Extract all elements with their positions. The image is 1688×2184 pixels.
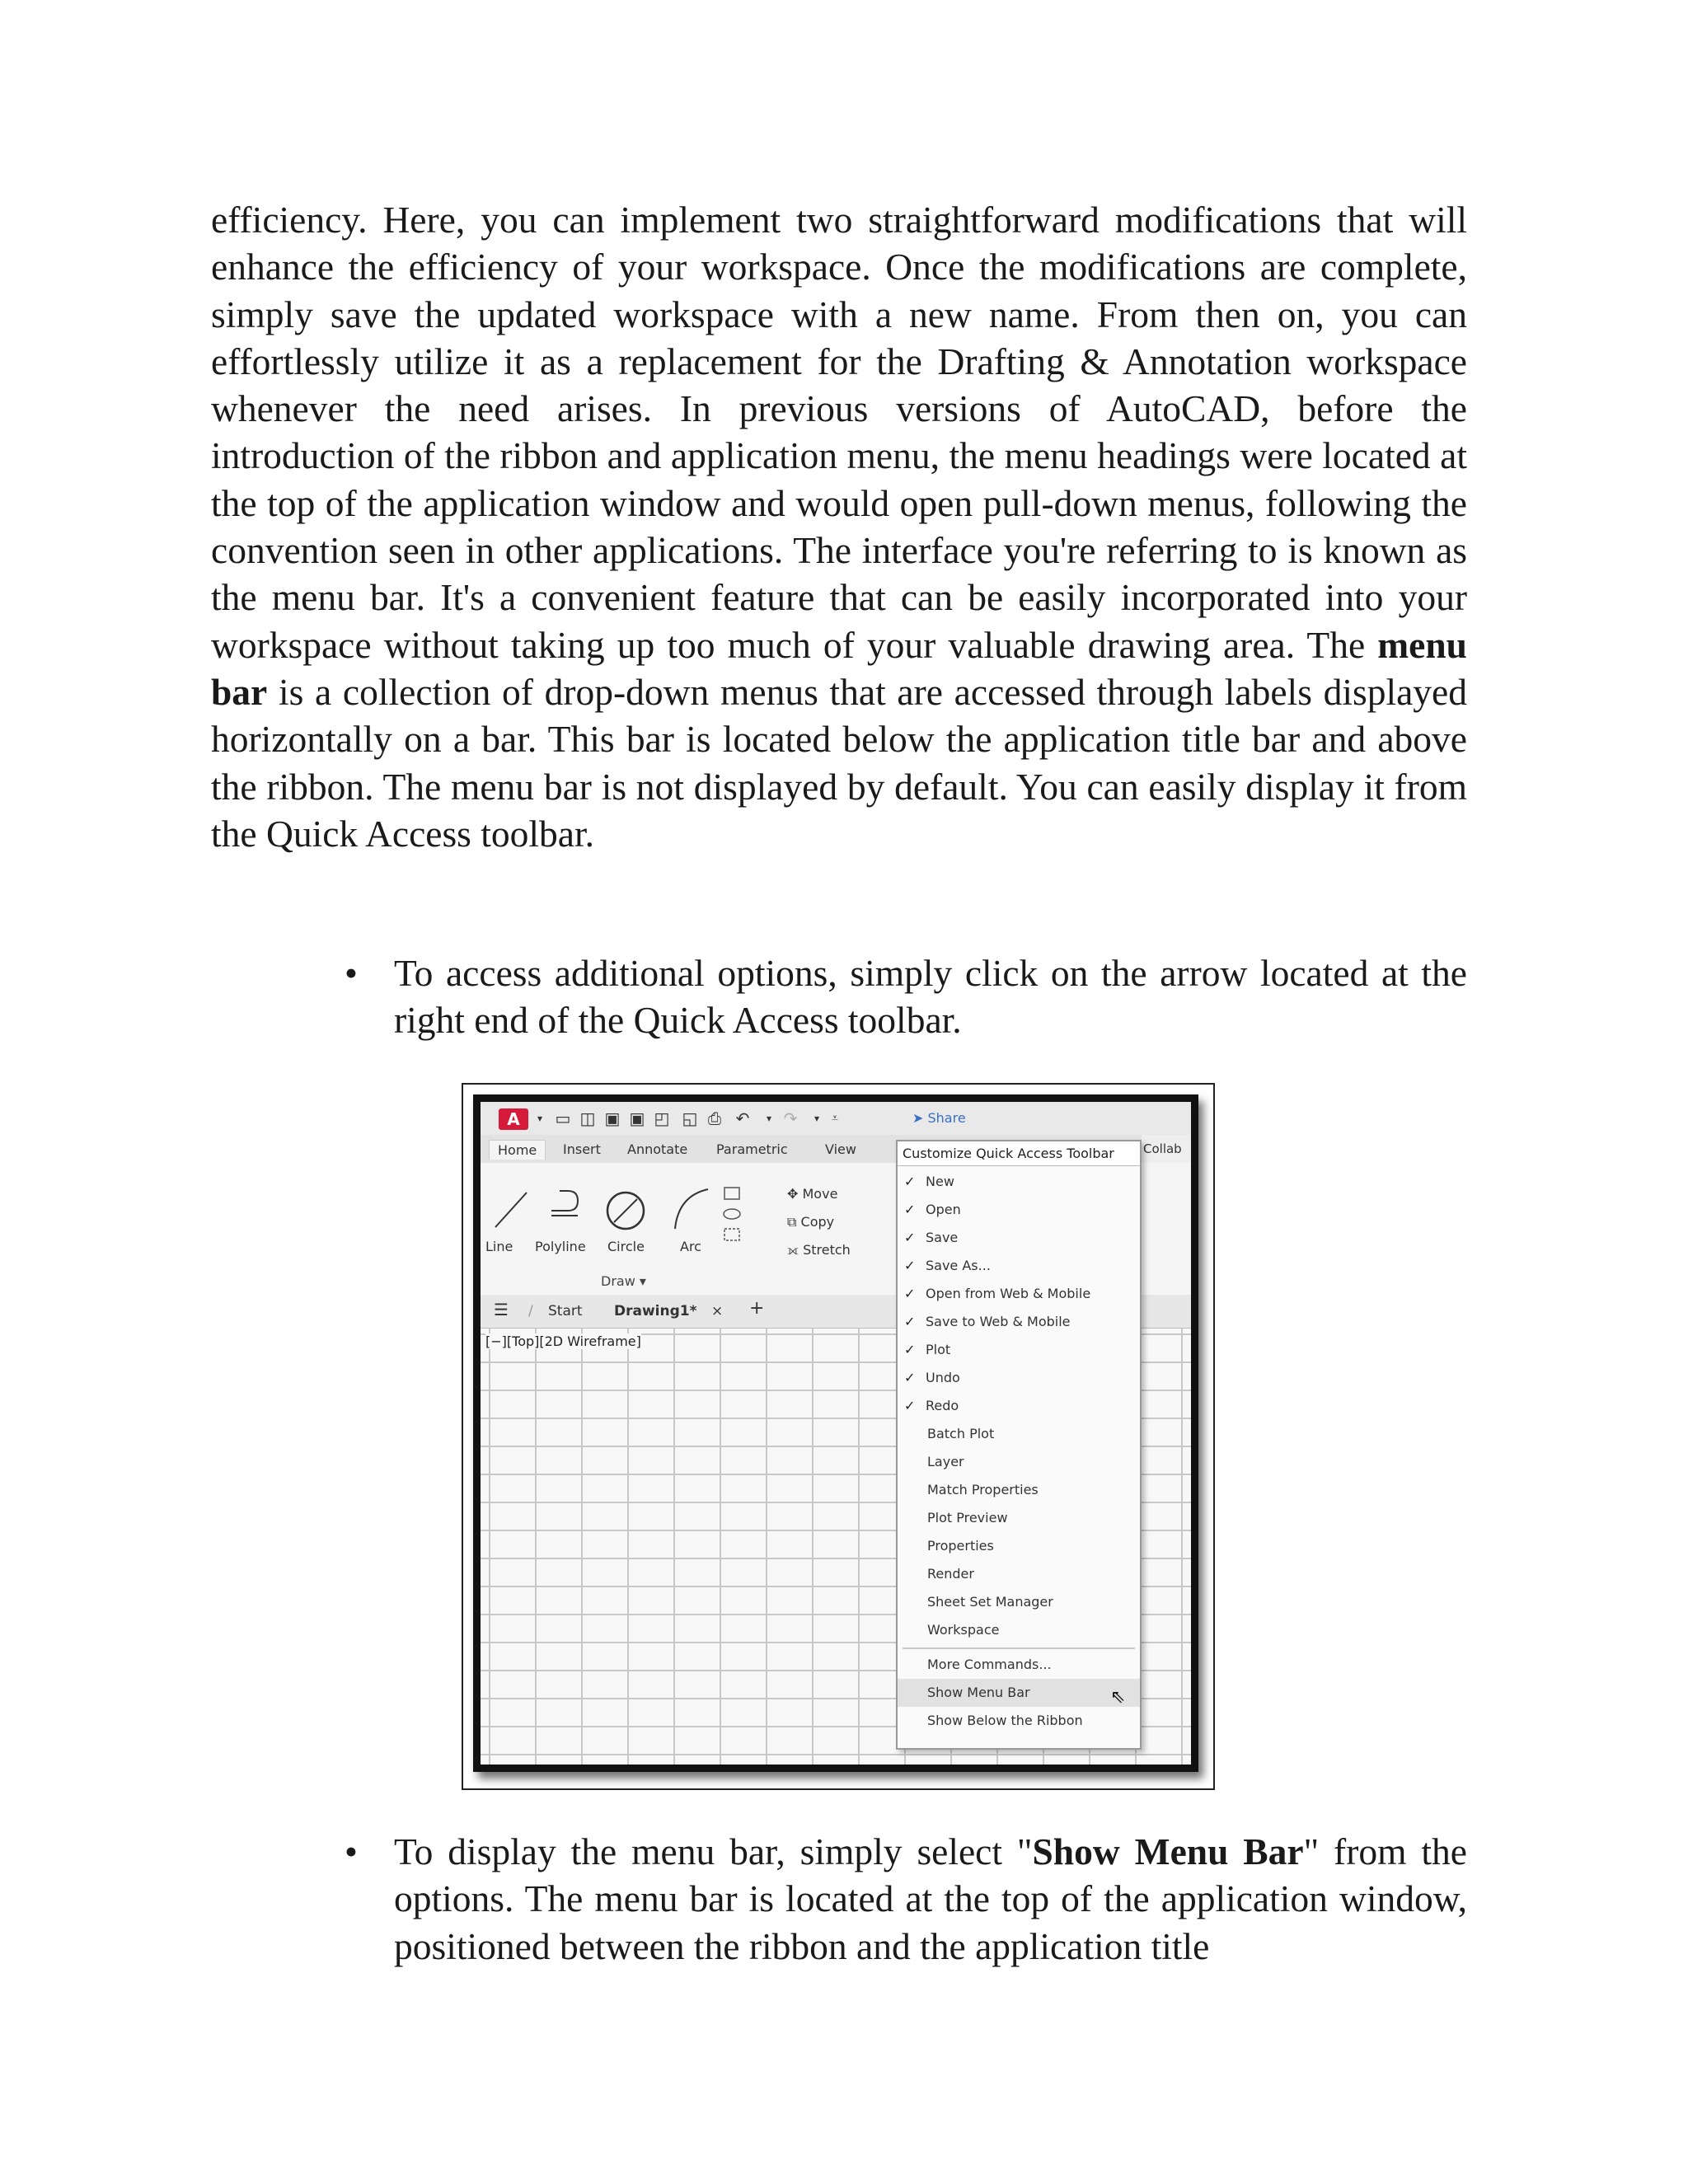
menu-item-plot-preview[interactable]	[898, 1504, 1140, 1532]
tab-annotate[interactable]: Annotate	[627, 1141, 688, 1157]
check-icon: ✓	[904, 1230, 916, 1245]
move-icon: ✥	[787, 1186, 799, 1202]
menu-item-sheet-set-manager[interactable]	[898, 1588, 1140, 1616]
save-icon[interactable]: ▣	[604, 1108, 621, 1128]
menu-item-new[interactable]	[898, 1168, 1140, 1196]
menu-item-show-menu-bar[interactable]	[898, 1679, 1140, 1707]
menu-item-open-from-web[interactable]	[898, 1280, 1140, 1308]
menu-item-label: Save to Web & Mobile	[926, 1314, 1071, 1329]
menu-item-redo[interactable]	[898, 1392, 1140, 1420]
draw-panel-label[interactable]: Draw ▾	[601, 1273, 646, 1289]
tab-start[interactable]: Start	[548, 1303, 583, 1319]
menu-item-show-below-ribbon[interactable]	[898, 1707, 1140, 1735]
check-icon: ✓	[904, 1398, 916, 1413]
customize-toolbar-arrow-icon[interactable]: ⩡	[832, 1112, 838, 1125]
hatch-tool-icon	[724, 1229, 739, 1240]
line-tool-label[interactable]: Line	[485, 1239, 513, 1254]
autocad-window	[473, 1094, 1198, 1772]
paragraph-text-1: efficiency. Here, you can implement two straightforward modifications that will enhance the efficiency of your workspace. Once the modifications are complete, simply save the updated workspace with a new name. From then on, you can effortlessly utilize it as a replacement for the Drafting & Annotation workspace whenever the need arises. In previous versions of AutoCAD, before the introduction of the ribbon and application menu, the menu headings were located at the top of the application window and would open pull-down menus, following the convention seen in other applications. The interface you're referring to is known as the menu bar. It's a convenient feature that can be easily incorporated into your workspace without taking up too much of your valuable drawing area. The	[211, 199, 1467, 666]
quick-access-toolbar	[481, 1102, 1191, 1135]
tab-view[interactable]: View	[825, 1141, 856, 1157]
open-web-icon[interactable]: ◰	[654, 1108, 670, 1128]
polyline-tool-icon	[551, 1191, 578, 1211]
check-icon: ✓	[904, 1202, 916, 1217]
menu-item-save-to-web[interactable]	[898, 1308, 1140, 1336]
share-icon: ➤	[912, 1110, 924, 1126]
bullet-2-text-start: To display the menu bar, simply select "	[394, 1830, 1033, 1872]
menu-item-label: Sheet Set Manager	[927, 1594, 1053, 1610]
tab-separator: /	[528, 1303, 533, 1319]
stretch-icon: ⟗	[787, 1242, 799, 1258]
menu-item-label: Show Below the Ribbon	[927, 1713, 1083, 1728]
save-web-icon[interactable]: ◱	[682, 1108, 698, 1128]
check-icon: ✓	[904, 1174, 916, 1189]
polyline-tool-label[interactable]: Polyline	[535, 1239, 586, 1254]
autocad-screenshot-figure	[462, 1083, 1215, 1790]
menu-item-workspace[interactable]	[898, 1616, 1140, 1644]
bullet-item-2	[345, 1828, 1467, 1970]
mouse-pointer-icon: ⇖	[1110, 1687, 1126, 1708]
menu-item-open[interactable]	[898, 1196, 1140, 1224]
bullet-item-1	[345, 949, 1467, 1044]
menu-item-batch-plot[interactable]	[898, 1420, 1140, 1448]
copy-tool[interactable]	[787, 1214, 834, 1230]
check-icon: ✓	[904, 1314, 916, 1329]
check-icon: ✓	[904, 1286, 916, 1301]
tab-collaborate[interactable]: Collab	[1143, 1141, 1182, 1156]
menu-item-undo[interactable]	[898, 1364, 1140, 1392]
bullet-marker: •	[345, 1830, 358, 1872]
menu-item-more-commands[interactable]	[898, 1651, 1140, 1679]
redo-icon[interactable]: ↷	[783, 1108, 798, 1128]
menu-item-label: Plot	[926, 1342, 951, 1357]
menu-item-label: Workspace	[927, 1622, 1000, 1638]
redo-dropdown-icon[interactable]: ▾	[814, 1113, 820, 1124]
share-button[interactable]	[912, 1110, 966, 1126]
hamburger-menu-icon[interactable]: ☰	[494, 1300, 509, 1319]
menu-item-label: More Commands...	[927, 1657, 1052, 1672]
menu-item-label: Open	[926, 1202, 961, 1217]
menu-item-label: Show Menu Bar	[927, 1685, 1030, 1700]
menu-item-properties[interactable]	[898, 1532, 1140, 1560]
chevron-down-icon[interactable]: ▾	[537, 1113, 543, 1124]
menu-separator	[903, 1647, 1135, 1649]
menu-item-label: Save As...	[926, 1258, 991, 1273]
bullet-marker: •	[345, 952, 358, 994]
undo-dropdown-icon[interactable]: ▾	[766, 1113, 772, 1124]
body-paragraph	[211, 196, 1467, 857]
bullet-2-text-end: " from the options. The menu bar is located at the top of the application window, positioned between the ribbon and the application title	[394, 1830, 1467, 1967]
tab-drawing1[interactable]: Drawing1*	[614, 1303, 697, 1319]
menu-item-save[interactable]	[898, 1224, 1140, 1252]
share-label: Share	[927, 1110, 966, 1126]
save-as-icon[interactable]: ▣	[629, 1108, 645, 1128]
open-folder-icon[interactable]: ◫	[579, 1108, 596, 1128]
arc-tool-label[interactable]: Arc	[680, 1239, 701, 1254]
undo-icon[interactable]: ↶	[735, 1108, 750, 1128]
add-tab-icon[interactable]: +	[749, 1298, 765, 1319]
menu-item-label: Redo	[926, 1398, 959, 1413]
stretch-tool[interactable]	[787, 1242, 851, 1258]
menu-item-render[interactable]	[898, 1560, 1140, 1588]
rectangle-tool-icon	[724, 1188, 739, 1199]
copy-icon: ⧉	[787, 1214, 797, 1230]
menu-item-label: Batch Plot	[927, 1426, 995, 1441]
tab-home[interactable]: Home	[489, 1140, 546, 1160]
arc-tool-icon	[675, 1189, 708, 1229]
check-icon: ✓	[904, 1370, 916, 1385]
bullet-1-text: To access additional options, simply click on the arrow located at the right end of the Quick Access toolbar.	[394, 952, 1467, 1042]
stretch-tool-label: Stretch	[803, 1242, 851, 1258]
move-tool[interactable]	[787, 1186, 837, 1202]
circle-tool-label[interactable]: Circle	[607, 1239, 645, 1254]
menu-item-label: Layer	[927, 1454, 964, 1469]
check-icon: ✓	[904, 1258, 916, 1273]
tab-insert[interactable]: Insert	[563, 1141, 601, 1157]
bullet-2-bold-show-menu-bar: Show Menu Bar	[1032, 1830, 1304, 1872]
menu-item-label: New	[926, 1174, 954, 1189]
line-tool-icon	[495, 1193, 527, 1227]
ellipse-tool-icon	[724, 1209, 740, 1219]
application-button[interactable]: A	[499, 1108, 528, 1130]
menu-item-label: Plot Preview	[927, 1510, 1008, 1526]
menu-item-layer[interactable]	[898, 1448, 1140, 1476]
menu-item-label: Match Properties	[927, 1482, 1039, 1497]
copy-tool-label: Copy	[800, 1214, 835, 1230]
tab-parametric[interactable]: Parametric	[716, 1141, 788, 1157]
menu-item-label: Properties	[927, 1538, 994, 1554]
menu-item-match-properties[interactable]	[898, 1476, 1140, 1504]
menu-item-plot[interactable]	[898, 1336, 1140, 1364]
plot-icon[interactable]: ⎙	[708, 1108, 721, 1128]
menu-item-label: Render	[927, 1566, 974, 1582]
customize-quick-access-menu	[896, 1140, 1142, 1750]
move-tool-label: Move	[802, 1186, 838, 1202]
menu-item-save-as[interactable]	[898, 1252, 1140, 1280]
viewport-label[interactable]: [−][Top][2D Wireframe]	[485, 1333, 641, 1349]
paragraph-bold-menu-bar: menu bar	[211, 623, 1467, 713]
menu-title: Customize Quick Access Toolbar	[898, 1141, 1140, 1166]
check-icon: ✓	[904, 1342, 916, 1357]
menu-item-label: Undo	[926, 1370, 960, 1385]
menu-item-label: Open from Web & Mobile	[926, 1286, 1091, 1301]
paragraph-text-2: is a collection of drop-down menus that are accessed through labels displayed horizontally on a bar. This bar is located below the application title bar and above the ribbon. The menu bar is not displayed by default. You can easily display it from the Quick Access toolbar.	[211, 670, 1467, 855]
new-file-icon[interactable]: ▭	[555, 1108, 571, 1128]
menu-item-label: Save	[926, 1230, 959, 1245]
close-tab-icon[interactable]: ×	[711, 1303, 724, 1319]
